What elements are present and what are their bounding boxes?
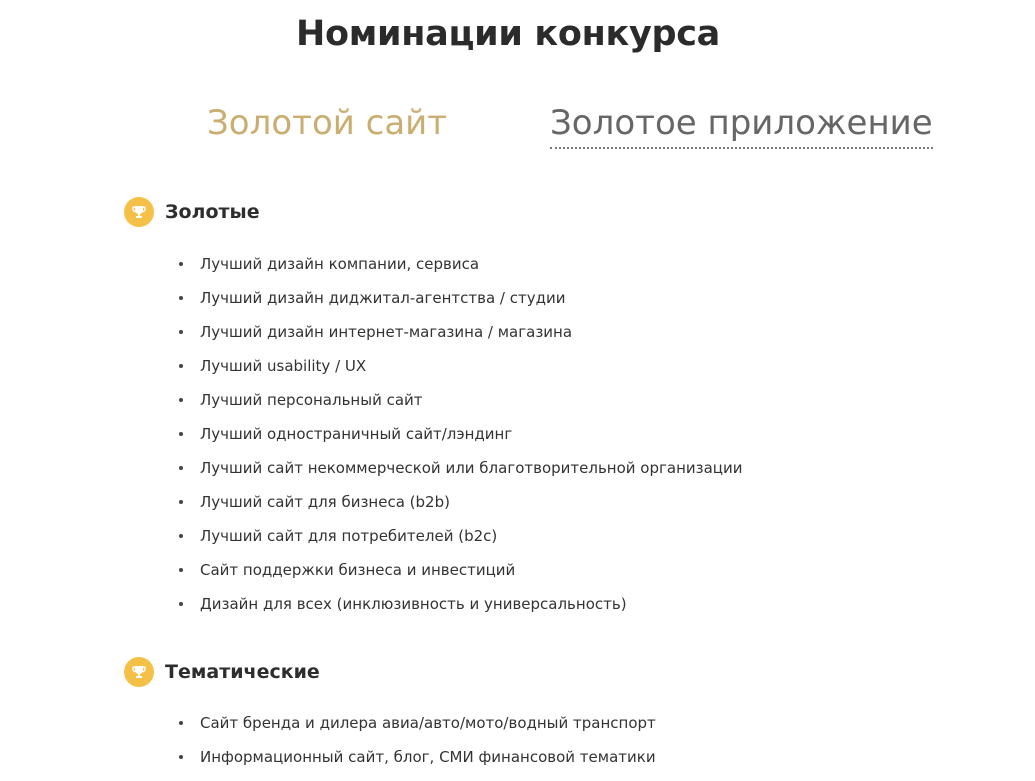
tab-gold-site[interactable]: Золотой сайт — [207, 103, 448, 143]
list-item — [177, 281, 743, 315]
section-title: Золотые — [165, 201, 260, 223]
list-item — [177, 451, 743, 485]
list-item-label: Лучший персональный сайт — [200, 391, 423, 409]
list-item-label: Информационный сайт, блог, СМИ финансовой тематики — [200, 748, 656, 766]
list-item-label: Дизайн для всех (инклюзивность и универсальность) — [200, 595, 627, 613]
list-item-label: Лучший дизайн компании, сервиса — [200, 255, 480, 273]
list-item-label: Лучший одностраничный сайт/лэндинг — [200, 425, 513, 443]
page-title: Номинации конкурса — [295, 14, 721, 54]
bullet — [179, 602, 183, 606]
list-item — [177, 587, 743, 621]
section-header — [124, 196, 1004, 228]
nomination-list — [177, 706, 656, 774]
list-item-label: Лучший сайт для бизнеса (b2b) — [200, 493, 450, 511]
list-item-label: Лучший дизайн диджитал-агентства / студии — [200, 289, 566, 307]
list-item-label: Лучший сайт некоммерческой или благотворительной организации — [200, 459, 743, 477]
trophy-icon — [124, 657, 154, 687]
tab-bar — [0, 100, 1035, 160]
tab-gold-app[interactable]: Золотое приложение — [550, 100, 933, 149]
bullet — [179, 466, 183, 470]
bullet — [179, 398, 183, 402]
bullet — [179, 500, 183, 504]
bullet — [179, 432, 183, 436]
list-item — [177, 553, 743, 587]
list-item-label: Сайт бренда и дилера авиа/авто/мото/водный транспорт — [200, 714, 656, 732]
list-item — [177, 519, 743, 553]
bullet — [179, 755, 183, 759]
list-item — [177, 417, 743, 451]
list-item-label: Лучший usability / UX — [200, 357, 367, 375]
nomination-list — [177, 247, 743, 621]
bullet — [179, 296, 183, 300]
list-item-label: Лучший дизайн интернет-магазина / магазина — [200, 323, 573, 341]
list-item — [177, 383, 743, 417]
list-item — [177, 740, 656, 774]
section-gold — [124, 196, 1004, 613]
list-item — [177, 315, 743, 349]
bullet — [179, 364, 183, 368]
bullet — [179, 330, 183, 334]
list-item — [177, 485, 743, 519]
bullet — [179, 534, 183, 538]
bullet — [179, 568, 183, 572]
section-title: Тематические — [165, 661, 320, 683]
list-item — [177, 706, 656, 740]
trophy-icon — [124, 197, 154, 227]
section-thematic — [124, 656, 1004, 766]
bullet — [179, 721, 183, 725]
list-item — [177, 349, 743, 383]
list-item-label: Лучший сайт для потребителей (b2c) — [200, 527, 498, 545]
list-item — [177, 247, 743, 281]
list-item-label: Сайт поддержки бизнеса и инвестиций — [200, 561, 516, 579]
bullet — [179, 262, 183, 266]
section-header — [124, 656, 1004, 688]
